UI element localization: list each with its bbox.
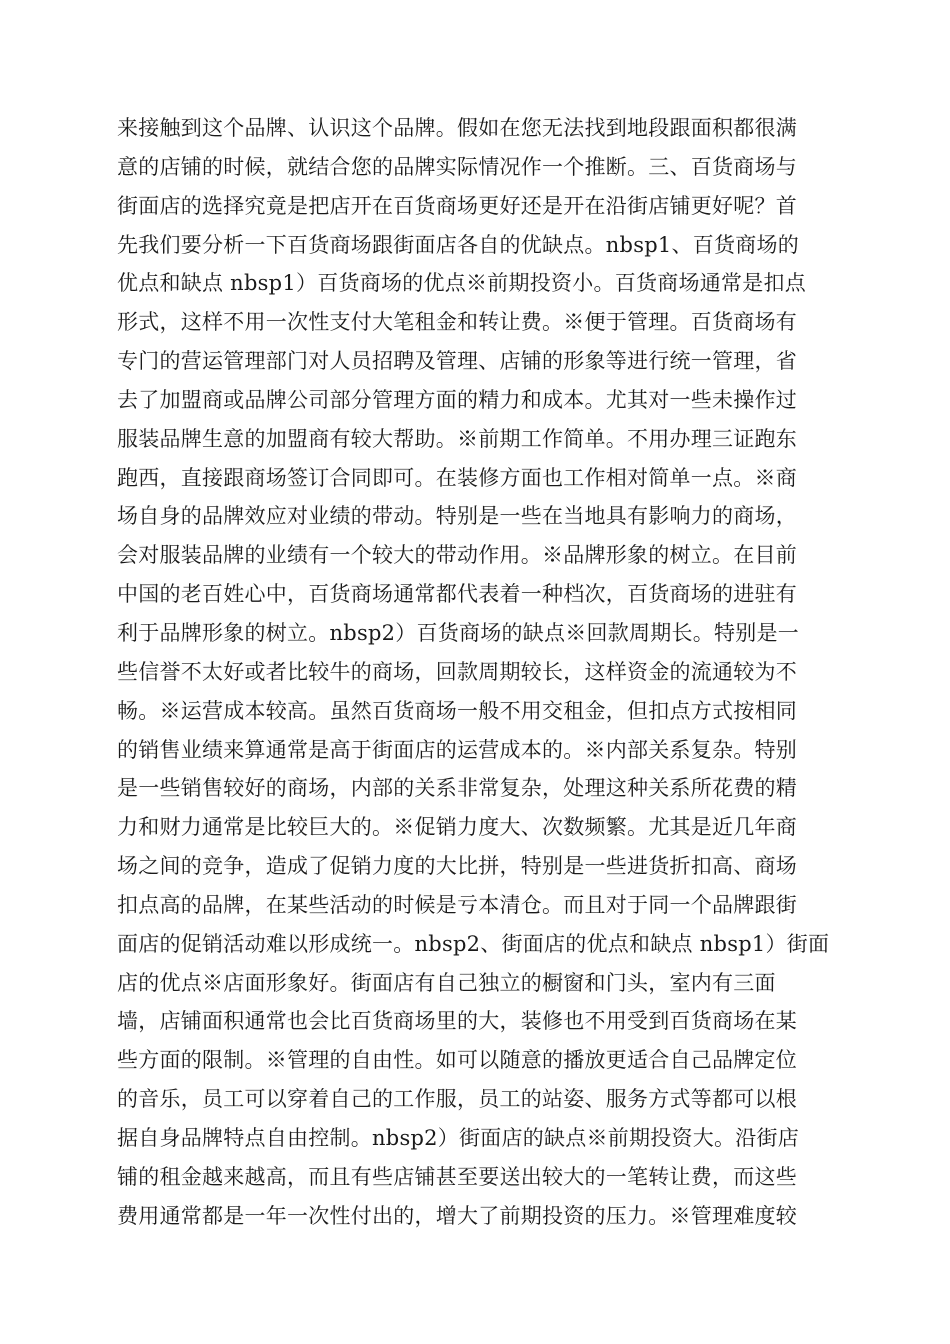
- text-line: 场自身的品牌效应对业绩的带动。特别是一些在当地具有影响力的商场，: [117, 504, 797, 529]
- text-line: 扣点高的品牌，在某些活动的时候是亏本清仓。而且对于同一个品牌跟街: [117, 892, 797, 917]
- text-line: 畅。※运营成本较高。虽然百货商场一般不用交租金，但扣点方式按相同: [117, 698, 797, 723]
- text-line: 形式，这样不用一次性支付大笔租金和转让费。※便于管理。百货商场有: [117, 310, 797, 335]
- text-line: 费用通常都是一年一次性付出的，增大了前期投资的压力。※管理难度较: [117, 1203, 797, 1228]
- text-line: 去了加盟商或品牌公司部分管理方面的精力和成本。尤其对一些未操作过: [117, 387, 797, 412]
- text-line: 些信誉不太好或者比较牛的商场，回款周期较长，这样资金的流通较为不: [117, 659, 797, 684]
- text-line: 些方面的限制。※管理的自由性。如可以随意的播放更适合自己品牌定位: [117, 1048, 797, 1073]
- text-line: 利于品牌形象的树立。nbsp2）百货商场的缺点※回款周期长。特别是一: [117, 620, 800, 645]
- text-line: 跑西，直接跟商场签订合同即可。在装修方面也工作相对简单一点。※商: [117, 465, 797, 490]
- body-text: [117, 109, 877, 1235]
- text-line: 场之间的竞争，造成了促销力度的大比拼，特别是一些进货折扣高、商场: [117, 854, 797, 879]
- text-line: 意的店铺的时候，就结合您的品牌实际情况作一个推断。三、百货商场与: [117, 154, 797, 179]
- text-line: 专门的营运管理部门对人员招聘及管理、店铺的形象等进行统一管理，省: [117, 349, 797, 374]
- text-line: 优点和缺点 nbsp1）百货商场的优点※前期投资小。百货商场通常是扣点: [117, 271, 806, 296]
- text-line: 据自身品牌特点自由控制。nbsp2）街面店的缺点※前期投资大。沿街店: [117, 1125, 800, 1150]
- text-line: 先我们要分析一下百货商场跟街面店各自的优缺点。nbsp1、百货商场的: [117, 232, 800, 257]
- text-line: 的销售业绩来算通常是高于街面店的运营成本的。※内部关系复杂。特别: [117, 737, 797, 762]
- text-line: 墙，店铺面积通常也会比百货商场里的大，装修也不用受到百货商场在某: [117, 1009, 797, 1034]
- text-line: 会对服装品牌的业绩有一个较大的带动作用。※品牌形象的树立。在目前: [117, 543, 797, 568]
- text-line: 力和财力通常是比较巨大的。※促销力度大、次数频繁。尤其是近几年商: [117, 815, 797, 840]
- text-line: 中国的老百姓心中，百货商场通常都代表着一种档次，百货商场的进驻有: [117, 582, 797, 607]
- text-line: 铺的租金越来越高，而且有些店铺甚至要送出较大的一笔转让费，而这些: [117, 1164, 797, 1189]
- text-line: 是一些销售较好的商场，内部的关系非常复杂，处理这种关系所花费的精: [117, 776, 797, 801]
- text-line: 的音乐，员工可以穿着自己的工作服，员工的站姿、服务方式等都可以根: [117, 1087, 797, 1112]
- text-line: 店的优点※店面形象好。街面店有自己独立的橱窗和门头，室内有三面: [117, 970, 776, 995]
- text-line: 来接触到这个品牌、认识这个品牌。假如在您无法找到地段跟面积都很满: [117, 116, 797, 140]
- text-line: 街面店的选择究竟是把店开在百货商场更好还是开在沿街店铺更好呢？首: [117, 193, 797, 218]
- text-line: 面店的促销活动难以形成统一。nbsp2、街面店的优点和缺点 nbsp1）街面: [117, 931, 830, 956]
- text-line: 服装品牌生意的加盟商有较大帮助。※前期工作简单。不用办理三证跑东: [117, 426, 797, 451]
